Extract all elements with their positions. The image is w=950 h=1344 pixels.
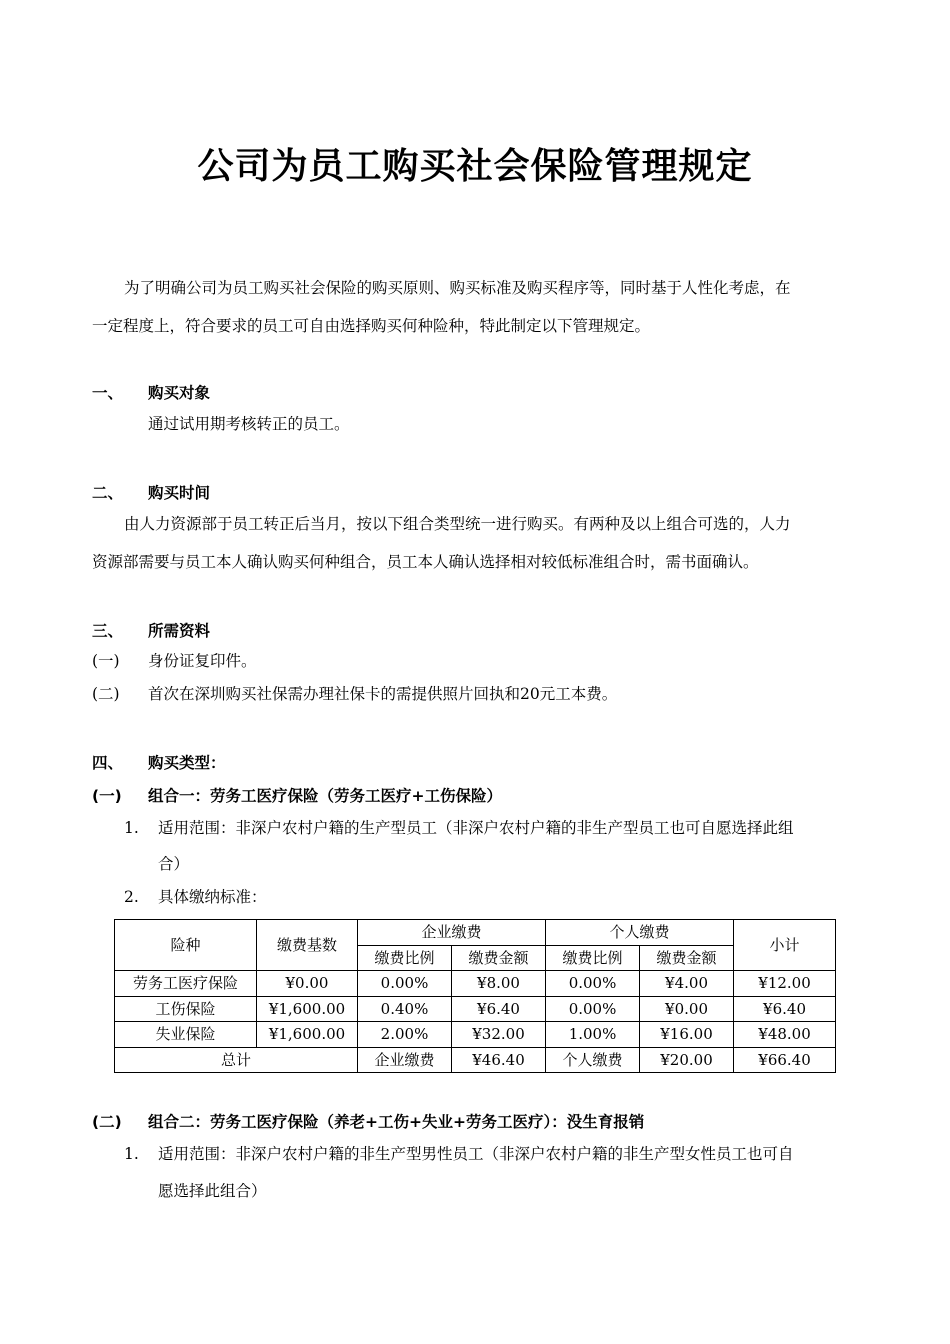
section-2-line-2: 资源部需要与员工本人确认购买何种组合，员工本人确认选择相对较低标准组合时，需书面确认。: [92, 553, 759, 571]
table-cell: ¥8.00: [452, 971, 546, 997]
table-cell: 工伤保险: [115, 996, 257, 1022]
table-cell: 0.00%: [358, 971, 452, 997]
table-cell: 0.00%: [546, 971, 640, 997]
table-cell: ¥1,600.00: [257, 1022, 358, 1048]
table-row: [115, 971, 836, 997]
section-1-heading: 购买对象: [148, 384, 211, 402]
section-3-item-2-number: (二): [92, 685, 120, 703]
combo-1-item-2-number: 2.: [124, 888, 139, 906]
section-3-item-2-text: 首次在深圳购买社保需办理社保卡的需提供照片回执和20元工本费。: [148, 685, 618, 703]
total-company-label: 企业缴费: [358, 1047, 452, 1073]
combo-2-item-1-line-2: 愿选择此组合）: [158, 1182, 267, 1200]
header-personal-amount: 缴费金额: [640, 945, 734, 971]
table-row: [115, 1022, 836, 1048]
table-cell: ¥4.00: [640, 971, 734, 997]
combo-1-number: (一): [92, 787, 122, 805]
table-cell: ¥6.40: [734, 996, 836, 1022]
header-contribution-base: 缴费基数: [257, 920, 358, 971]
header-personal-ratio: 缴费比例: [546, 945, 640, 971]
combo-1-item-1-number: 1.: [124, 819, 139, 837]
combo-1-heading: 组合一：劳务工医疗保险（劳务工医疗+工伤保险）: [148, 787, 502, 805]
table-row: [115, 996, 836, 1022]
total-label: 总计: [115, 1047, 358, 1073]
table-cell: 劳务工医疗保险: [115, 971, 257, 997]
table-cell: ¥0.00: [640, 996, 734, 1022]
contribution-table: [114, 919, 836, 1073]
total-grand-value: ¥66.40: [734, 1047, 836, 1073]
table-cell: ¥12.00: [734, 971, 836, 997]
table-cell: ¥48.00: [734, 1022, 836, 1048]
section-3-number: 三、: [92, 622, 124, 640]
header-insurance-type: 险种: [115, 920, 257, 971]
section-2-heading: 购买时间: [148, 484, 211, 502]
section-4-number: 四、: [92, 754, 124, 772]
table-total-row: [115, 1047, 836, 1073]
intro-line-2: 一定程度上，符合要求的员工可自由选择购买何种险种，特此制定以下管理规定。: [92, 317, 651, 335]
header-personal-contribution: 个人缴费: [546, 920, 734, 946]
table-cell: 0.00%: [546, 996, 640, 1022]
total-company-value: ¥46.40: [452, 1047, 546, 1073]
combo-2-item-1-number: 1.: [124, 1145, 139, 1163]
intro-line-1: 为了明确公司为员工购买社会保险的购买原则、购买标准及购买程序等，同时基于人性化考虑，在: [124, 279, 791, 297]
header-company-amount: 缴费金额: [452, 945, 546, 971]
section-3-item-1-number: (一): [92, 652, 120, 670]
combo-1-item-1-line-2: 合）: [158, 855, 190, 873]
table-cell: 0.40%: [358, 996, 452, 1022]
table-cell: ¥0.00: [257, 971, 358, 997]
section-3-heading: 所需资料: [148, 622, 211, 640]
table-cell: 1.00%: [546, 1022, 640, 1048]
table-header-row: [115, 920, 836, 946]
section-2-number: 二、: [92, 484, 124, 502]
total-personal-value: ¥20.00: [640, 1047, 734, 1073]
header-company-contribution: 企业缴费: [358, 920, 546, 946]
document-title: 公司为员工购买社会保险管理规定: [197, 146, 753, 187]
section-1-number: 一、: [92, 384, 124, 402]
table-cell: 2.00%: [358, 1022, 452, 1048]
total-personal-label: 个人缴费: [546, 1047, 640, 1073]
combo-1-item-2-text: 具体缴纳标准：: [158, 888, 267, 906]
table-cell: ¥16.00: [640, 1022, 734, 1048]
combo-1-item-1-line-1: 适用范围：非深户农村户籍的生产型员工（非深户农村户籍的非生产型员工也可自愿选择此组: [158, 819, 794, 837]
combo-2-heading: 组合二：劳务工医疗保险（养老+工伤+失业+劳务工医疗）：没生育报销: [148, 1113, 645, 1131]
header-subtotal: 小计: [734, 920, 836, 971]
table-cell: ¥6.40: [452, 996, 546, 1022]
table-cell: ¥1,600.00: [257, 996, 358, 1022]
combo-2-item-1-line-1: 适用范围：非深户农村户籍的非生产型男性员工（非深户农村户籍的非生产型女性员工也可自: [158, 1145, 794, 1163]
table-cell: 失业保险: [115, 1022, 257, 1048]
section-4-heading: 购买类型：: [148, 754, 226, 772]
header-company-ratio: 缴费比例: [358, 945, 452, 971]
section-3-item-1-text: 身份证复印件。: [148, 652, 257, 670]
section-2-line-1: 由人力资源部于员工转正后当月，按以下组合类型统一进行购买。有两种及以上组合可选的，人力: [124, 515, 791, 533]
section-1-text: 通过试用期考核转正的员工。: [148, 415, 350, 433]
combo-2-number: (二): [92, 1113, 122, 1131]
table-cell: ¥32.00: [452, 1022, 546, 1048]
